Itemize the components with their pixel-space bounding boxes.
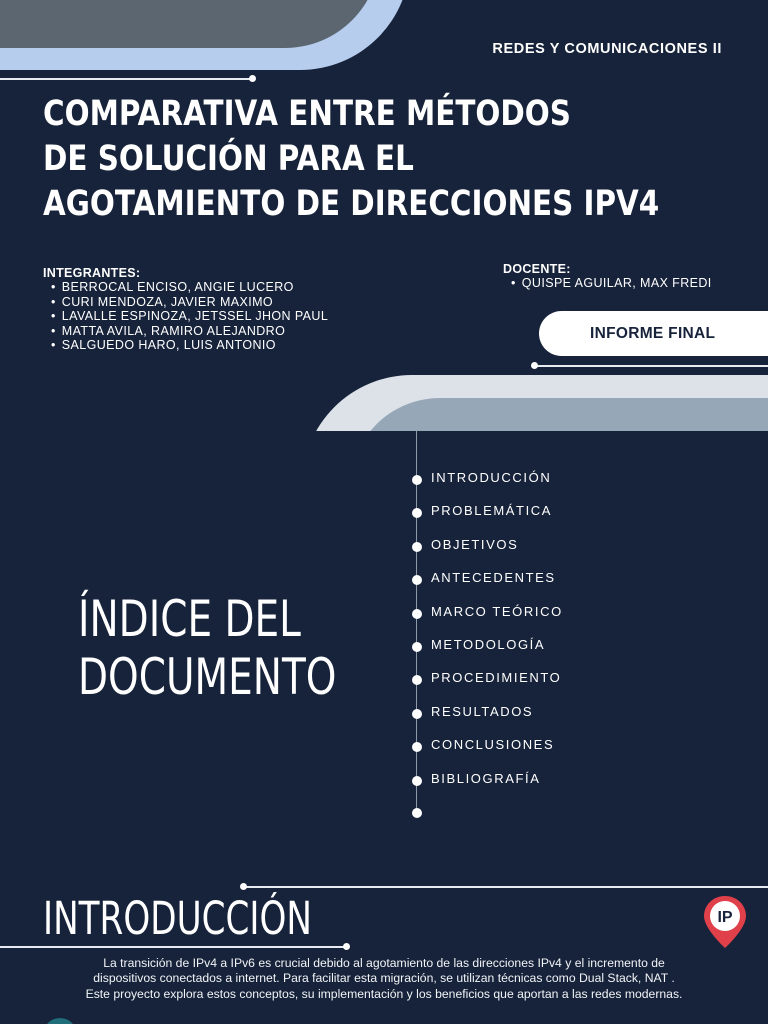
- toc-item-label: PROBLEMÁTICA: [431, 503, 553, 519]
- intro-top-divider-dot: [240, 883, 247, 890]
- toc-bullet: [412, 475, 422, 485]
- index-title-line-1: ÍNDICE DEL: [78, 590, 301, 648]
- toc-bullet: [412, 542, 422, 552]
- member-name: • CURI MENDOZA, JAVIER MAXIMO: [51, 295, 328, 310]
- title-line-3: AGOTAMIENTO DE DIRECCIONES IPV4: [43, 184, 660, 224]
- pill-divider: [536, 365, 768, 367]
- toc-bullet: [412, 776, 422, 786]
- toc-item-label: ANTECEDENTES: [431, 570, 556, 586]
- index-title: [78, 590, 336, 706]
- document-title: [43, 92, 660, 227]
- report-type-badge: INFORME FINAL: [539, 311, 768, 356]
- course-name: REDES Y COMUNICACIONES II: [492, 41, 722, 57]
- toc-item-objetivos[interactable]: [412, 537, 563, 570]
- toc-item-bibliografia[interactable]: [412, 771, 563, 804]
- toc-item-conclusiones[interactable]: [412, 737, 563, 770]
- member-name: • LAVALLE ESPINOZA, JETSSEL JHON PAUL: [51, 309, 328, 324]
- title-line-2: DE SOLUCIÓN PARA EL: [43, 139, 414, 179]
- pill-divider-dot: [531, 362, 538, 369]
- title-line-1: COMPARATIVA ENTRE MÉTODOS: [43, 94, 571, 134]
- toc-bullet: [412, 642, 422, 652]
- toc-end-bullet: [412, 808, 422, 818]
- toc-item-metodologia[interactable]: [412, 637, 563, 670]
- header-divider: [0, 78, 252, 80]
- teacher-name: • QUISPE AGUILAR, MAX FREDI: [511, 276, 712, 291]
- members-list: [51, 280, 328, 353]
- table-of-contents: [412, 470, 563, 804]
- toc-bullet: [412, 742, 422, 752]
- introduction-text: La transición de IPv4 a IPv6 es crucial debido al agotamiento de las direcciones IPv4 y el incremento de dispositivos conectados a internet. Para facilitar esta migración, se utilizan técnicas como Dual Stack, NAT . Este proyecto explora estos conceptos, su implementación y los beneficios que aportan a las redes modernas.: [85, 956, 683, 1001]
- teacher-list: [511, 276, 712, 291]
- ip-location-pin-icon: [702, 894, 748, 950]
- toc-bullet: [412, 709, 422, 719]
- toc-item-procedimiento[interactable]: [412, 670, 563, 703]
- member-name: • BERROCAL ENCISO, ANGIE LUCERO: [51, 280, 328, 295]
- toc-item-introduccion[interactable]: [412, 470, 563, 503]
- ip-badge-label: IP: [717, 909, 733, 926]
- toc-item-label: PROCEDIMIENTO: [431, 670, 562, 686]
- toc-item-antecedentes[interactable]: [412, 570, 563, 603]
- intro-top-divider: [244, 886, 768, 888]
- teacher-label: DOCENTE:: [503, 262, 571, 276]
- toc-bullet: [412, 508, 422, 518]
- toc-item-label: CONCLUSIONES: [431, 737, 555, 753]
- index-title-line-2: DOCUMENTO: [78, 648, 337, 706]
- toc-item-label: RESULTADOS: [431, 703, 534, 719]
- toc-item-label: OBJETIVOS: [431, 536, 519, 552]
- intro-bottom-divider: [0, 946, 346, 948]
- toc-bullet: [412, 575, 422, 585]
- intro-bottom-divider-dot: [343, 943, 350, 950]
- header-divider-dot: [249, 75, 256, 82]
- members-label: INTEGRANTES:: [43, 266, 141, 280]
- toc-item-resultados[interactable]: [412, 704, 563, 737]
- toc-bullet: [412, 609, 422, 619]
- introduction-title: INTRODUCCIÓN: [43, 892, 312, 945]
- toc-item-marco-teorico[interactable]: [412, 604, 563, 637]
- toc-item-label: METODOLOGÍA: [431, 636, 546, 652]
- member-name: • SALGUEDO HARO, LUIS ANTONIO: [51, 338, 328, 353]
- toc-item-label: BIBLIOGRAFÍA: [431, 770, 541, 786]
- member-name: • MATTA AVILA, RAMIRO ALEJANDRO: [51, 324, 328, 339]
- toc-item-label: MARCO TEÓRICO: [431, 603, 563, 619]
- toc-bullet: [412, 675, 422, 685]
- toc-item-problematica[interactable]: [412, 503, 563, 536]
- toc-item-label: INTRODUCCIÓN: [431, 470, 552, 485]
